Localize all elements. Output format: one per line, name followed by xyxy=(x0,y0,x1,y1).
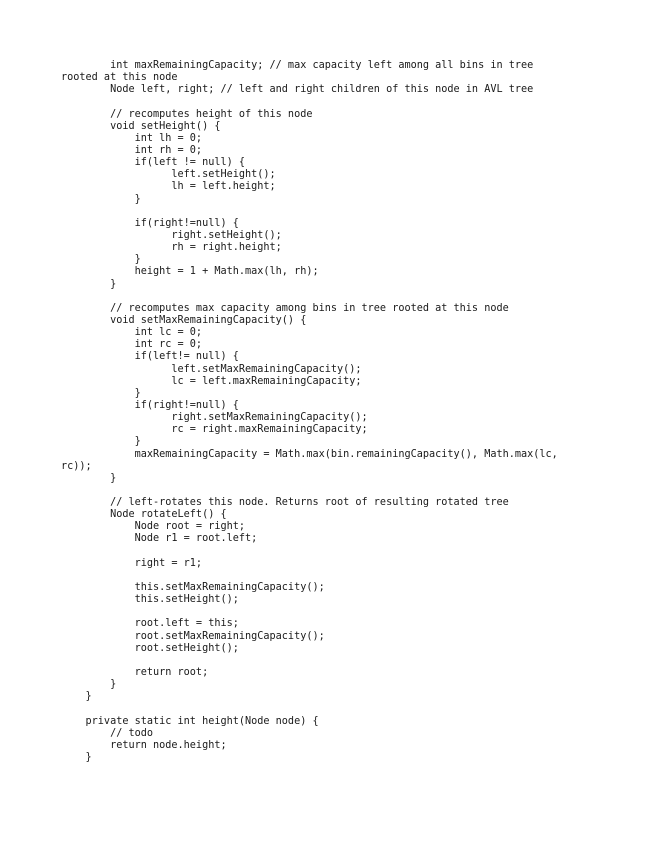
code-line: this.setMaxRemainingCapacity(); xyxy=(61,582,325,594)
code-line xyxy=(61,291,558,303)
code-line xyxy=(61,206,558,218)
code-line: Node left, right; // left and right children of this node in AVL tree xyxy=(61,84,534,96)
code-line: Node rotateLeft() { xyxy=(61,509,227,521)
code-line: } xyxy=(61,278,117,290)
code-line: lc = left.maxRemainingCapacity; xyxy=(61,375,362,387)
code-line: int rc = 0; xyxy=(61,339,203,351)
code-line xyxy=(61,485,558,497)
code-line: left.setHeight(); xyxy=(61,169,276,181)
code-line: // left-rotates this node. Returns root of resulting rotated tree xyxy=(61,497,509,509)
code-line: rc)); xyxy=(61,460,92,472)
code-line: int lh = 0; xyxy=(61,132,203,144)
code-line: root.left = this; xyxy=(61,618,239,630)
code-line xyxy=(61,96,558,108)
code-line: int rh = 0; xyxy=(61,144,203,156)
code-line xyxy=(61,655,558,667)
code-line: left.setMaxRemainingCapacity(); xyxy=(61,363,362,375)
code-line: } xyxy=(61,472,117,484)
code-line: rc = right.maxRemainingCapacity; xyxy=(61,424,368,436)
code-line: int lc = 0; xyxy=(61,327,203,339)
code-line: // todo xyxy=(61,727,154,739)
code-line: Node root = right; xyxy=(61,521,246,533)
code-line: height = 1 + Math.max(lh, rh); xyxy=(61,266,319,278)
code-line: } xyxy=(61,254,141,266)
code-line: if(left != null) { xyxy=(61,157,246,169)
code-line: int maxRemainingCapacity; // max capacity left among all bins in tree xyxy=(61,60,534,71)
code-line: void setMaxRemainingCapacity() { xyxy=(61,314,307,326)
code-line: right = r1; xyxy=(61,557,203,569)
code-line: return root; xyxy=(61,667,209,679)
code-line: // recomputes max capacity among bins in tree rooted at this node xyxy=(61,302,509,314)
code-line: right.setHeight(); xyxy=(61,229,282,241)
code-line: root.setMaxRemainingCapacity(); xyxy=(61,630,325,642)
code-line: if(left!= null) { xyxy=(61,351,239,363)
code-line: } xyxy=(61,436,141,448)
code-line: } xyxy=(61,752,92,764)
code-line xyxy=(61,546,558,558)
code-line: Node r1 = root.left; xyxy=(61,533,258,545)
code-line: return node.height; xyxy=(61,739,227,751)
code-line: root.setHeight(); xyxy=(61,642,239,654)
code-line: rh = right.height; xyxy=(61,242,282,254)
code-line: } xyxy=(61,387,141,399)
code-line: } xyxy=(61,691,92,703)
code-line: rooted at this node xyxy=(61,72,178,84)
code-line: } xyxy=(61,193,141,205)
code-line: lh = left.height; xyxy=(61,181,276,193)
code-line: void setHeight() { xyxy=(61,120,221,132)
code-line xyxy=(61,703,558,715)
code-line: // recomputes height of this node xyxy=(61,108,313,120)
code-line xyxy=(61,606,558,618)
code-line: private static int height(Node node) { xyxy=(61,715,319,727)
code-line: if(right!=null) { xyxy=(61,217,239,229)
code-line: } xyxy=(61,679,117,691)
code-line: right.setMaxRemainingCapacity(); xyxy=(61,412,368,424)
code-line xyxy=(61,570,558,582)
code-line: this.setHeight(); xyxy=(61,594,239,606)
code-line: maxRemainingCapacity = Math.max(bin.remainingCapacity(), Math.max(lc, xyxy=(61,448,558,460)
code-line: if(right!=null) { xyxy=(61,399,239,411)
code-listing xyxy=(61,60,558,764)
